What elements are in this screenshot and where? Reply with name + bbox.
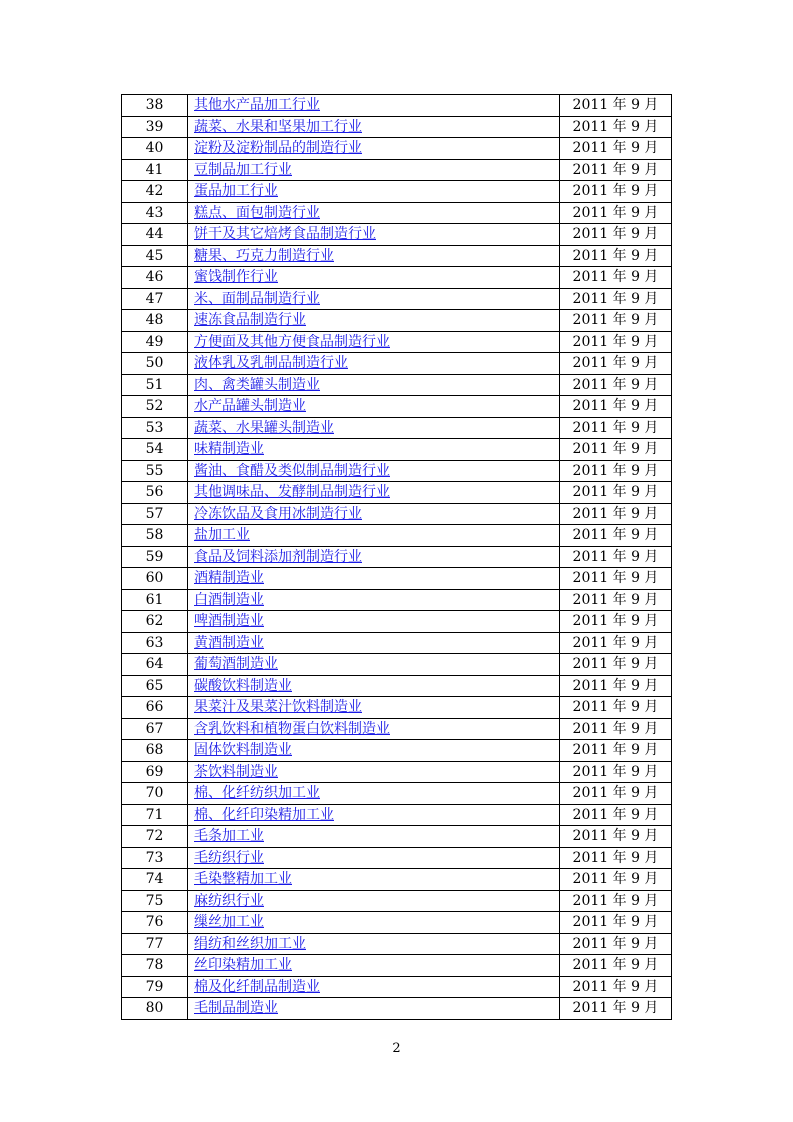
row-number-cell: 55: [122, 460, 188, 482]
industry-name-link[interactable]: 蔬菜、水果和坚果加工行业: [194, 118, 362, 135]
table-body: [122, 95, 672, 1020]
date-cell: 2011 年 9 月: [560, 181, 672, 203]
row-number-cell: 53: [122, 417, 188, 439]
date-cell: 2011 年 9 月: [560, 267, 672, 289]
row-number-cell: 62: [122, 611, 188, 633]
industry-name-link[interactable]: 棉、化纤纺织加工业: [194, 785, 320, 802]
industry-name-cell: [188, 331, 560, 353]
table-row: [122, 718, 672, 740]
industry-name-link[interactable]: 毛制品制造业: [194, 1000, 278, 1017]
industry-name-link[interactable]: 毛染整精加工业: [194, 871, 292, 888]
industry-name-cell: [188, 955, 560, 977]
industry-name-link[interactable]: 味精制造业: [194, 441, 264, 458]
date-cell: 2011 年 9 月: [560, 245, 672, 267]
date-cell: 2011 年 9 月: [560, 890, 672, 912]
date-cell: 2011 年 9 月: [560, 869, 672, 891]
industry-name-cell: [188, 697, 560, 719]
table-row: [122, 976, 672, 998]
row-number-cell: 52: [122, 396, 188, 418]
industry-name-cell: [188, 826, 560, 848]
table-row: [122, 159, 672, 181]
industry-name-link[interactable]: 酒精制造业: [194, 570, 264, 587]
date-cell: 2011 年 9 月: [560, 568, 672, 590]
row-number-cell: 70: [122, 783, 188, 805]
date-cell: 2011 年 9 月: [560, 310, 672, 332]
row-number-cell: 48: [122, 310, 188, 332]
table-row: [122, 589, 672, 611]
industry-name-cell: [188, 654, 560, 676]
industry-name-cell: [188, 439, 560, 461]
table-row: [122, 632, 672, 654]
industry-name-link[interactable]: 速冻食品制造行业: [194, 312, 306, 329]
table-row: [122, 224, 672, 246]
industry-name-cell: [188, 675, 560, 697]
industry-name-link[interactable]: 葡萄酒制造业: [194, 656, 278, 673]
row-number-cell: 49: [122, 331, 188, 353]
industry-name-link[interactable]: 果菜汁及果菜汁饮料制造业: [194, 699, 362, 716]
table-row: [122, 826, 672, 848]
date-cell: 2011 年 9 月: [560, 95, 672, 117]
industry-name-cell: [188, 267, 560, 289]
industry-name-cell: [188, 525, 560, 547]
industry-name-link[interactable]: 淀粉及淀粉制品的制造行业: [194, 140, 362, 157]
industry-name-link[interactable]: 盐加工业: [194, 527, 250, 544]
industry-name-link[interactable]: 冷冻饮品及食用冰制造行业: [194, 505, 362, 522]
industry-name-cell: [188, 998, 560, 1020]
date-cell: 2011 年 9 月: [560, 589, 672, 611]
date-cell: 2011 年 9 月: [560, 804, 672, 826]
industry-name-link[interactable]: 麻纺织行业: [194, 892, 264, 909]
table-row: [122, 331, 672, 353]
industry-name-cell: [188, 804, 560, 826]
industry-name-link[interactable]: 棉及化纤制品制造业: [194, 978, 320, 995]
row-number-cell: 47: [122, 288, 188, 310]
row-number-cell: 57: [122, 503, 188, 525]
date-cell: 2011 年 9 月: [560, 482, 672, 504]
industry-name-cell: [188, 976, 560, 998]
row-number-cell: 43: [122, 202, 188, 224]
date-cell: 2011 年 9 月: [560, 439, 672, 461]
date-cell: 2011 年 9 月: [560, 417, 672, 439]
industry-name-cell: [188, 245, 560, 267]
industry-name-cell: [188, 912, 560, 934]
industry-name-cell: [188, 396, 560, 418]
industry-name-cell: [188, 288, 560, 310]
row-number-cell: 73: [122, 847, 188, 869]
date-cell: 2011 年 9 月: [560, 224, 672, 246]
row-number-cell: 45: [122, 245, 188, 267]
industry-name-cell: [188, 159, 560, 181]
row-number-cell: 72: [122, 826, 188, 848]
industry-name-link[interactable]: 其他调味品、发酵制品制造行业: [194, 484, 390, 501]
industry-name-cell: [188, 353, 560, 375]
date-cell: 2011 年 9 月: [560, 718, 672, 740]
industry-name-cell: [188, 374, 560, 396]
date-cell: 2011 年 9 月: [560, 998, 672, 1020]
industry-standards-table: [121, 94, 672, 1020]
date-cell: 2011 年 9 月: [560, 546, 672, 568]
date-cell: 2011 年 9 月: [560, 740, 672, 762]
industry-name-link[interactable]: 肉、禽类罐头制造业: [194, 376, 320, 393]
date-cell: 2011 年 9 月: [560, 525, 672, 547]
industry-name-link[interactable]: 液体乳及乳制品制造行业: [194, 355, 348, 372]
row-number-cell: 54: [122, 439, 188, 461]
table-row: [122, 138, 672, 160]
industry-name-cell: [188, 611, 560, 633]
table-row: [122, 761, 672, 783]
industry-name-link[interactable]: 黄酒制造业: [194, 634, 264, 651]
table-row: [122, 654, 672, 676]
industry-name-link[interactable]: 含乳饮料和植物蛋白饮料制造业: [194, 720, 390, 737]
row-number-cell: 65: [122, 675, 188, 697]
table-row: [122, 933, 672, 955]
industry-name-link[interactable]: 白酒制造业: [194, 591, 264, 608]
row-number-cell: 75: [122, 890, 188, 912]
date-cell: 2011 年 9 月: [560, 632, 672, 654]
industry-name-cell: [188, 482, 560, 504]
industry-name-link[interactable]: 蔬菜、水果罐头制造业: [194, 419, 334, 436]
table-row: [122, 546, 672, 568]
industry-name-cell: [188, 460, 560, 482]
table-row: [122, 460, 672, 482]
industry-name-cell: [188, 761, 560, 783]
table-row: [122, 611, 672, 633]
row-number-cell: 77: [122, 933, 188, 955]
industry-name-cell: [188, 869, 560, 891]
date-cell: 2011 年 9 月: [560, 654, 672, 676]
industry-name-link[interactable]: 碳酸饮料制造业: [194, 677, 292, 694]
industry-name-cell: [188, 224, 560, 246]
date-cell: 2011 年 9 月: [560, 976, 672, 998]
table-row: [122, 525, 672, 547]
industry-name-link[interactable]: 棉、化纤印染精加工业: [194, 806, 334, 823]
industry-name-link[interactable]: 缫丝加工业: [194, 914, 264, 931]
industry-name-link[interactable]: 饼干及其它焙烤食品制造行业: [194, 226, 376, 243]
industry-name-link[interactable]: 蜜饯制作行业: [194, 269, 278, 286]
table-row: [122, 396, 672, 418]
industry-name-cell: [188, 847, 560, 869]
table-row: [122, 374, 672, 396]
table-row: [122, 955, 672, 977]
row-number-cell: 69: [122, 761, 188, 783]
table-row: [122, 783, 672, 805]
industry-name-cell: [188, 310, 560, 332]
row-number-cell: 44: [122, 224, 188, 246]
row-number-cell: 79: [122, 976, 188, 998]
page-number: 2: [392, 1041, 401, 1056]
date-cell: 2011 年 9 月: [560, 202, 672, 224]
industry-name-cell: [188, 783, 560, 805]
date-cell: 2011 年 9 月: [560, 826, 672, 848]
industry-name-cell: [188, 95, 560, 117]
date-cell: 2011 年 9 月: [560, 675, 672, 697]
row-number-cell: 40: [122, 138, 188, 160]
row-number-cell: 61: [122, 589, 188, 611]
industry-name-cell: [188, 417, 560, 439]
row-number-cell: 38: [122, 95, 188, 117]
row-number-cell: 58: [122, 525, 188, 547]
industry-name-cell: [188, 202, 560, 224]
row-number-cell: 78: [122, 955, 188, 977]
row-number-cell: 80: [122, 998, 188, 1020]
industry-name-cell: [188, 890, 560, 912]
table-row: [122, 310, 672, 332]
table-row: [122, 912, 672, 934]
date-cell: 2011 年 9 月: [560, 138, 672, 160]
industry-name-link[interactable]: 毛条加工业: [194, 828, 264, 845]
industry-name-link[interactable]: 蛋品加工行业: [194, 183, 278, 200]
table-row: [122, 568, 672, 590]
table-row: [122, 267, 672, 289]
row-number-cell: 64: [122, 654, 188, 676]
industry-name-cell: [188, 568, 560, 590]
industry-name-cell: [188, 138, 560, 160]
table-row: [122, 353, 672, 375]
table-row: [122, 439, 672, 461]
date-cell: 2011 年 9 月: [560, 847, 672, 869]
table-row: [122, 804, 672, 826]
industry-name-link[interactable]: 糕点、面包制造行业: [194, 204, 320, 221]
industry-name-cell: [188, 740, 560, 762]
row-number-cell: 59: [122, 546, 188, 568]
industry-name-link[interactable]: 酱油、食醋及类似制品制造行业: [194, 462, 390, 479]
row-number-cell: 74: [122, 869, 188, 891]
table-row: [122, 288, 672, 310]
industry-name-cell: [188, 632, 560, 654]
row-number-cell: 63: [122, 632, 188, 654]
date-cell: 2011 年 9 月: [560, 761, 672, 783]
table-row: [122, 847, 672, 869]
row-number-cell: 42: [122, 181, 188, 203]
table-row: [122, 116, 672, 138]
date-cell: 2011 年 9 月: [560, 460, 672, 482]
date-cell: 2011 年 9 月: [560, 159, 672, 181]
table-row: [122, 740, 672, 762]
date-cell: 2011 年 9 月: [560, 116, 672, 138]
table-row: [122, 890, 672, 912]
table-row: [122, 245, 672, 267]
industry-name-link[interactable]: 水产品罐头制造业: [194, 398, 306, 415]
row-number-cell: 56: [122, 482, 188, 504]
date-cell: 2011 年 9 月: [560, 374, 672, 396]
row-number-cell: 46: [122, 267, 188, 289]
industry-name-link[interactable]: 茶饮料制造业: [194, 763, 278, 780]
row-number-cell: 68: [122, 740, 188, 762]
table-row: [122, 417, 672, 439]
date-cell: 2011 年 9 月: [560, 353, 672, 375]
date-cell: 2011 年 9 月: [560, 611, 672, 633]
industry-name-link[interactable]: 丝印染精加工业: [194, 957, 292, 974]
row-number-cell: 51: [122, 374, 188, 396]
date-cell: 2011 年 9 月: [560, 783, 672, 805]
industry-name-link[interactable]: 米、面制品制造行业: [194, 290, 320, 307]
date-cell: 2011 年 9 月: [560, 503, 672, 525]
industry-name-cell: [188, 503, 560, 525]
industry-name-link[interactable]: 其他水产品加工行业: [194, 97, 320, 114]
row-number-cell: 41: [122, 159, 188, 181]
industry-name-link[interactable]: 豆制品加工行业: [194, 161, 292, 178]
date-cell: 2011 年 9 月: [560, 933, 672, 955]
industry-name-link[interactable]: 啤酒制造业: [194, 613, 264, 630]
table-row: [122, 95, 672, 117]
industry-name-link[interactable]: 毛纺织行业: [194, 849, 264, 866]
table-row: [122, 202, 672, 224]
date-cell: 2011 年 9 月: [560, 331, 672, 353]
date-cell: 2011 年 9 月: [560, 396, 672, 418]
row-number-cell: 39: [122, 116, 188, 138]
row-number-cell: 50: [122, 353, 188, 375]
row-number-cell: 66: [122, 697, 188, 719]
row-number-cell: 71: [122, 804, 188, 826]
date-cell: 2011 年 9 月: [560, 697, 672, 719]
table-row: [122, 503, 672, 525]
industry-name-cell: [188, 933, 560, 955]
industry-name-link[interactable]: 方便面及其他方便食品制造行业: [194, 333, 390, 350]
row-number-cell: 60: [122, 568, 188, 590]
row-number-cell: 76: [122, 912, 188, 934]
industry-name-cell: [188, 181, 560, 203]
table-row: [122, 675, 672, 697]
date-cell: 2011 年 9 月: [560, 912, 672, 934]
industry-name-cell: [188, 589, 560, 611]
row-number-cell: 67: [122, 718, 188, 740]
industry-name-cell: [188, 546, 560, 568]
table-row: [122, 482, 672, 504]
table-row: [122, 869, 672, 891]
table-row: [122, 697, 672, 719]
industry-name-cell: [188, 116, 560, 138]
date-cell: 2011 年 9 月: [560, 288, 672, 310]
industry-name-link[interactable]: 绢纺和丝织加工业: [194, 935, 306, 952]
table-row: [122, 181, 672, 203]
industry-name-link[interactable]: 固体饮料制造业: [194, 742, 292, 759]
table-row: [122, 998, 672, 1020]
date-cell: 2011 年 9 月: [560, 955, 672, 977]
industry-name-link[interactable]: 食品及饲料添加剂制造行业: [194, 548, 362, 565]
industry-name-link[interactable]: 糖果、巧克力制造行业: [194, 247, 334, 264]
industry-name-cell: [188, 718, 560, 740]
